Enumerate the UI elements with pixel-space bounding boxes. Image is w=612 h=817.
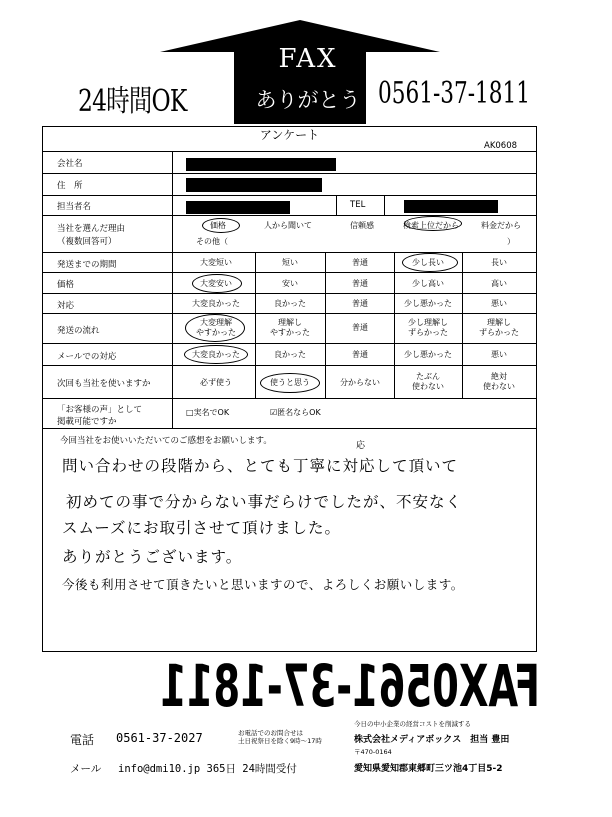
selection-circle <box>192 274 242 293</box>
response-option[interactable]: 普通 <box>352 299 368 308</box>
rule <box>172 151 173 428</box>
redacted-tel <box>404 200 498 213</box>
again-option[interactable]: 使うと思う <box>270 378 310 387</box>
selection-circle <box>184 345 248 364</box>
explain-option[interactable]: 少し理解し ずらかった <box>408 318 448 337</box>
open-24h-label: 24時間OK <box>78 84 187 119</box>
voice-option-anonymous[interactable]: ☑匿名ならOK <box>270 408 321 417</box>
mail-value[interactable]: info@dmi10.jp 365日 24時間受付 <box>118 763 297 775</box>
company-address: 愛知県愛知郡東郷町三ツ池4丁目5-2 <box>354 764 503 774</box>
label-person: 担当者名 <box>57 202 92 212</box>
explain-option[interactable]: 普通 <box>352 323 368 332</box>
label-delivery: 発送までの期間 <box>57 260 117 270</box>
reason-option[interactable]: 信頼感 <box>350 221 374 230</box>
response-option[interactable]: 少し悪かった <box>404 299 452 308</box>
explain-option[interactable]: 大変理解 やすかった <box>196 318 236 337</box>
again-option[interactable]: たぶん 使わない <box>412 372 444 391</box>
mail-option[interactable]: 大変良かった <box>192 350 240 359</box>
postal-code: 〒470-0164 <box>354 748 392 756</box>
response-option[interactable]: 大変良かった <box>192 299 240 308</box>
label-voice-note: 掲載可能ですか <box>57 417 117 427</box>
rule <box>42 151 537 152</box>
tel-label: 電話 <box>70 733 95 747</box>
rule <box>384 195 385 215</box>
reason-option[interactable]: 料金だから <box>481 221 521 230</box>
selection-circle <box>202 218 240 233</box>
price-option[interactable]: 普通 <box>352 279 368 288</box>
label-mail: メールでの対応 <box>57 352 117 362</box>
label-address: 住 所 <box>57 181 83 191</box>
form-title: アンケート <box>259 128 320 142</box>
selection-circle <box>404 216 462 231</box>
rule <box>42 195 537 196</box>
rule <box>42 398 537 399</box>
delivery-option[interactable]: 短い <box>282 258 298 267</box>
label-explain: 発送の流れ <box>57 326 100 336</box>
reason-option[interactable]: 人から聞いて <box>264 221 312 230</box>
response-option[interactable]: 良かった <box>274 299 306 308</box>
fax-number-header: 0561-37-1811 <box>378 76 531 111</box>
label-voice: 「お客様の声」として <box>57 405 143 415</box>
price-option[interactable]: 高い <box>491 279 507 288</box>
fax-banner-text: FAX0561-37-1811 <box>160 652 540 720</box>
rule <box>336 195 337 215</box>
comment-line: 今後も利用させて頂きたいと思いますので、よろしくお願いします。 <box>62 577 464 592</box>
company-note: 今日の中小企業の経営コストを削減する <box>354 720 471 728</box>
comment-line: スムーズにお取引させて頂けました。 <box>62 519 341 537</box>
reason-option[interactable]: 検索上位だから <box>403 221 459 230</box>
again-option[interactable]: 分からない <box>340 378 380 387</box>
reason-other-close: ） <box>507 237 515 246</box>
rule <box>42 173 537 174</box>
voice-option-realname[interactable]: □実名でOK <box>186 408 230 417</box>
label-tel: TEL <box>350 200 366 210</box>
mail-option[interactable]: 普通 <box>352 350 368 359</box>
mail-option[interactable]: 良かった <box>274 350 306 359</box>
fax-arrow-title: FAX <box>278 44 338 74</box>
explain-option[interactable]: 理解し やすかった <box>270 318 310 337</box>
redacted-address <box>186 178 322 192</box>
label-reason: 当社を選んだ理由 <box>57 224 126 234</box>
fax-number-banner <box>66 652 546 720</box>
fax-arrow-subtitle: ありがとう <box>255 88 361 112</box>
label-price: 価格 <box>57 280 75 290</box>
mail-label: メール <box>70 763 102 775</box>
price-option[interactable]: 安い <box>282 279 298 288</box>
label-reason-note: （複数回答可） <box>57 237 117 247</box>
label-response: 対応 <box>57 301 75 311</box>
price-option[interactable]: 大変安い <box>200 279 232 288</box>
label-again: 次回も当社を使いますか <box>57 379 151 389</box>
reason-option[interactable]: 価格 <box>210 221 226 230</box>
delivery-option[interactable]: 大変短い <box>200 258 232 267</box>
tel-number[interactable]: 0561-37-2027 <box>116 731 203 745</box>
company-name: 株式会社メディアボックス 担当 豊田 <box>354 735 510 745</box>
comment-line: 問い合わせの段階から、とても丁寧に対応して頂いて <box>62 457 459 475</box>
label-company: 会社名 <box>57 159 83 169</box>
response-option[interactable]: 悪い <box>491 299 507 308</box>
rule <box>42 215 537 216</box>
form-code: AK0608 <box>484 141 518 151</box>
again-option[interactable]: 必ず使う <box>200 378 232 387</box>
reason-other[interactable]: その他（ <box>196 237 228 246</box>
selection-circle <box>185 314 245 342</box>
selection-circle <box>402 253 458 272</box>
redacted-person <box>186 201 290 214</box>
delivery-option[interactable]: 少し長い <box>412 258 444 267</box>
explain-option[interactable]: 理解し ずらかった <box>479 318 519 337</box>
delivery-option[interactable]: 普通 <box>352 258 368 267</box>
comment-prompt: 今回当社をお使いいただいてのご感想をお願いします。 <box>60 436 272 446</box>
tel-note: お電話でのお問合せは 土日祝祭日を除く9時～17時 <box>238 729 322 745</box>
again-option[interactable]: 絶対 使わない <box>483 372 515 391</box>
mail-option[interactable]: 悪い <box>491 350 507 359</box>
comment-line: ありがとうございます。 <box>62 548 243 566</box>
mail-option[interactable]: 少し悪かった <box>404 350 452 359</box>
comment-insert-mark: 応 <box>356 441 367 451</box>
selection-circle <box>260 373 320 393</box>
rule <box>42 428 537 429</box>
delivery-option[interactable]: 長い <box>491 258 507 267</box>
price-option[interactable]: 少し高い <box>412 279 444 288</box>
redacted-company <box>186 158 336 171</box>
comment-line: 初めての事で分からない事だらけでしたが、不安なく <box>66 493 463 511</box>
